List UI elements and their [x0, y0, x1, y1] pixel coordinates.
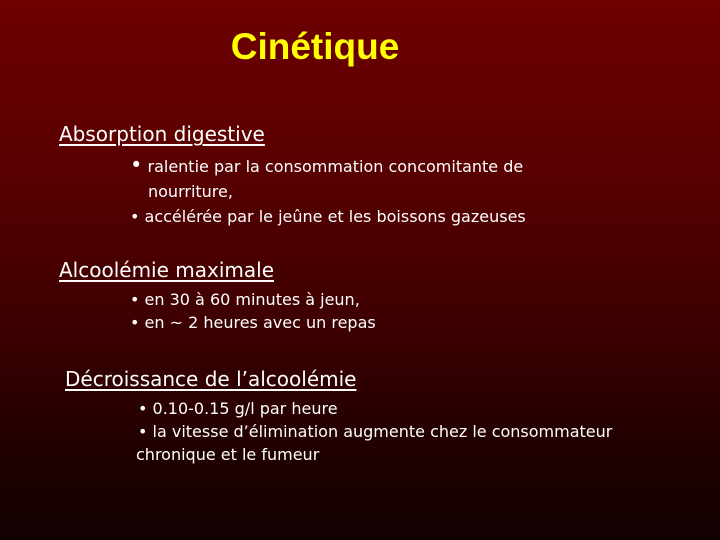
bullet-item [130, 312, 376, 333]
bullet-text: ralentie par la consommation concomitante de [147, 157, 524, 176]
bullet-item [138, 421, 612, 442]
bullet-marker: • [130, 207, 140, 226]
bullet-marker: • [130, 313, 140, 332]
slide-title: Cinétique [230, 26, 400, 67]
section-heading-absorption: Absorption digestive [59, 122, 265, 146]
bullet-item [130, 206, 526, 227]
bullet-text: en 30 à 60 minutes à jeun, [144, 290, 360, 309]
bullet-marker: • [138, 399, 148, 418]
section-heading-alcoolemie-maximale: Alcoolémie maximale [59, 258, 274, 282]
bullet-item [130, 155, 523, 177]
bullet-text: 0.10-0.15 g/l par heure [152, 399, 338, 418]
bullet-marker: • [130, 290, 140, 309]
section-heading-decroissance: Décroissance de l’alcoolémie [65, 367, 357, 391]
bullet-item [138, 398, 338, 419]
bullet-marker: • [130, 153, 143, 177]
bullet-text: accélérée par le jeûne et les boissons gazeuses [144, 207, 526, 226]
bullet-item [130, 289, 360, 310]
bullet-text-continuation: chronique et le fumeur [136, 445, 320, 464]
bullet-text: la vitesse d’élimination augmente chez le consommateur [152, 422, 613, 441]
bullet-text-continuation: nourriture, [148, 182, 233, 201]
bullet-text: en ~ 2 heures avec un repas [144, 313, 376, 332]
bullet-marker: • [138, 422, 148, 441]
